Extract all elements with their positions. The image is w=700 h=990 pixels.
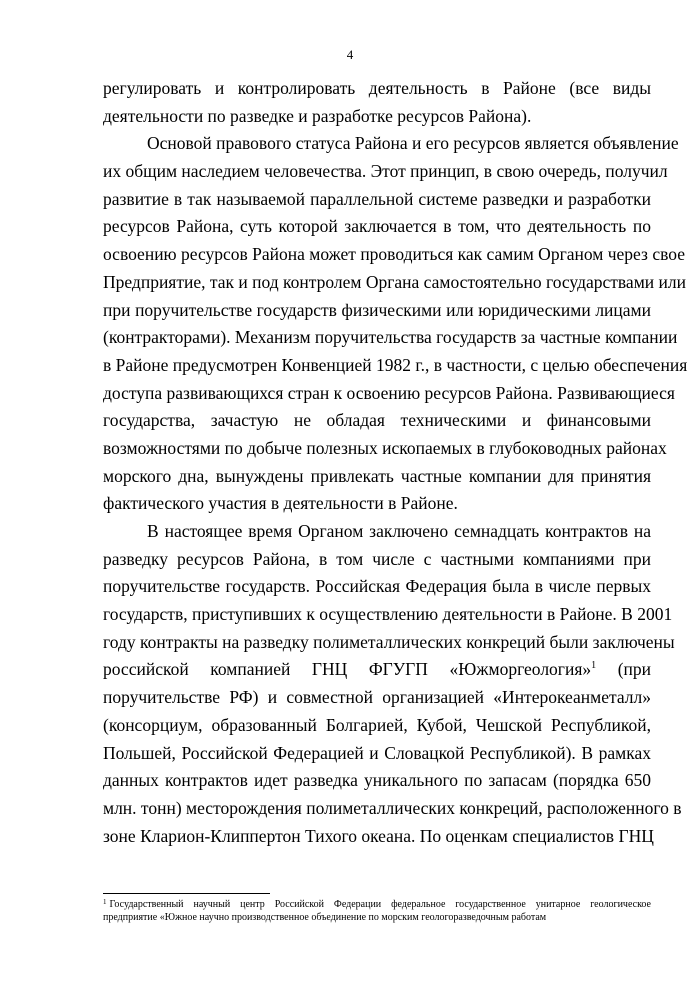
text-line: (контракторами). Механизм поручительства государств за частные компании <box>103 327 678 348</box>
text-line: поручительстве государств. Российская Федерация была в числе первых <box>103 576 651 597</box>
body-text <box>103 75 688 850</box>
paragraph <box>103 75 651 130</box>
text-line: Польшей, Российской Федерацией и Словацкой Республикой). В рамках <box>103 742 651 763</box>
footnote-marker: 1 <box>103 898 107 906</box>
text-line: Основой правового статуса Района и его ресурсов является объявление <box>147 133 679 154</box>
text-line: (консорциум, образованный Болгарией, Кубой, Чешской Республикой, <box>103 714 651 735</box>
text-line: млн. тонн) месторождения полиметаллических конкреций, расположенного в <box>103 797 682 818</box>
text-line: В настоящее время Органом заключено семнадцать контрактов на <box>147 521 651 541</box>
text-line: зоне Кларион-Клиппертон Тихого океана. По оценкам специалистов ГНЦ <box>103 825 654 846</box>
text-line: при поручительстве государств физическими или юридическими лицами <box>103 299 651 320</box>
text-line: данных контрактов идет разведка уникального по запасам (порядка 650 <box>103 770 651 791</box>
text-line: году контракты на разведку полиметаллических конкреций были заключены <box>103 631 675 652</box>
text-line: государства, зачастую не обладая техническими и финансовыми <box>103 410 651 431</box>
page-number: 4 <box>346 47 354 62</box>
footnote-text-1: Государственный научный центр Российской Федерации федеральное государственное унитарное геологическое <box>109 899 651 910</box>
text-line: освоению ресурсов Района может проводиться как самим Органом через свое <box>103 244 685 265</box>
text-line: возможностями по добыче полезных ископаемых в глубоководных районах <box>103 437 667 458</box>
text-line: морского дна, вынуждены привлекать частные компании для принятия <box>103 465 651 486</box>
footnote-line-1 <box>103 899 651 912</box>
text-line: в Районе предусмотрен Конвенцией 1982 г., в частности, с целью обеспечения <box>103 354 688 375</box>
text-line: поручительстве РФ) и совместной организацией «Интерокеанметалл» <box>103 687 651 708</box>
footnote-separator <box>103 893 270 894</box>
text-line: фактического участия в деятельности в Районе. <box>103 493 458 514</box>
footnote <box>103 899 651 924</box>
text-line: ресурсов Района, суть которой заключается в том, что деятельность по <box>103 216 651 237</box>
text-line: разведку ресурсов Района, в том числе с частными компаниями при <box>103 548 651 569</box>
text-line: развитие в так называемой параллельной системе разведки и разработки <box>103 188 651 209</box>
text-line: доступа развивающихся стран к освоению ресурсов Района. Развивающиеся <box>103 382 675 403</box>
text-line: их общим наследием человечества. Этот принцип, в свою очередь, получил <box>103 161 668 182</box>
text-line: регулировать и контролировать деятельность в Районе (все виды <box>103 78 651 98</box>
paragraph <box>103 518 682 850</box>
text-line: деятельности по разведке и разработке ресурсов Района). <box>103 105 532 126</box>
footnote-reference[interactable]: 1 <box>591 660 597 672</box>
text-line: государств, приступивших к осуществлению деятельности в Районе. В 2001 <box>103 604 673 625</box>
paragraph <box>103 130 688 518</box>
text-line: российской компанией ГНЦ ФГУГП «Южморгеология»$^1$ (при <box>103 659 651 680</box>
footnote-line-2: предприятие «Южное научно производственное объединение по морским геологоразведочным работам <box>103 911 547 923</box>
text-line: Предприятие, так и под контролем Органа самостоятельно государствами или <box>103 271 686 292</box>
